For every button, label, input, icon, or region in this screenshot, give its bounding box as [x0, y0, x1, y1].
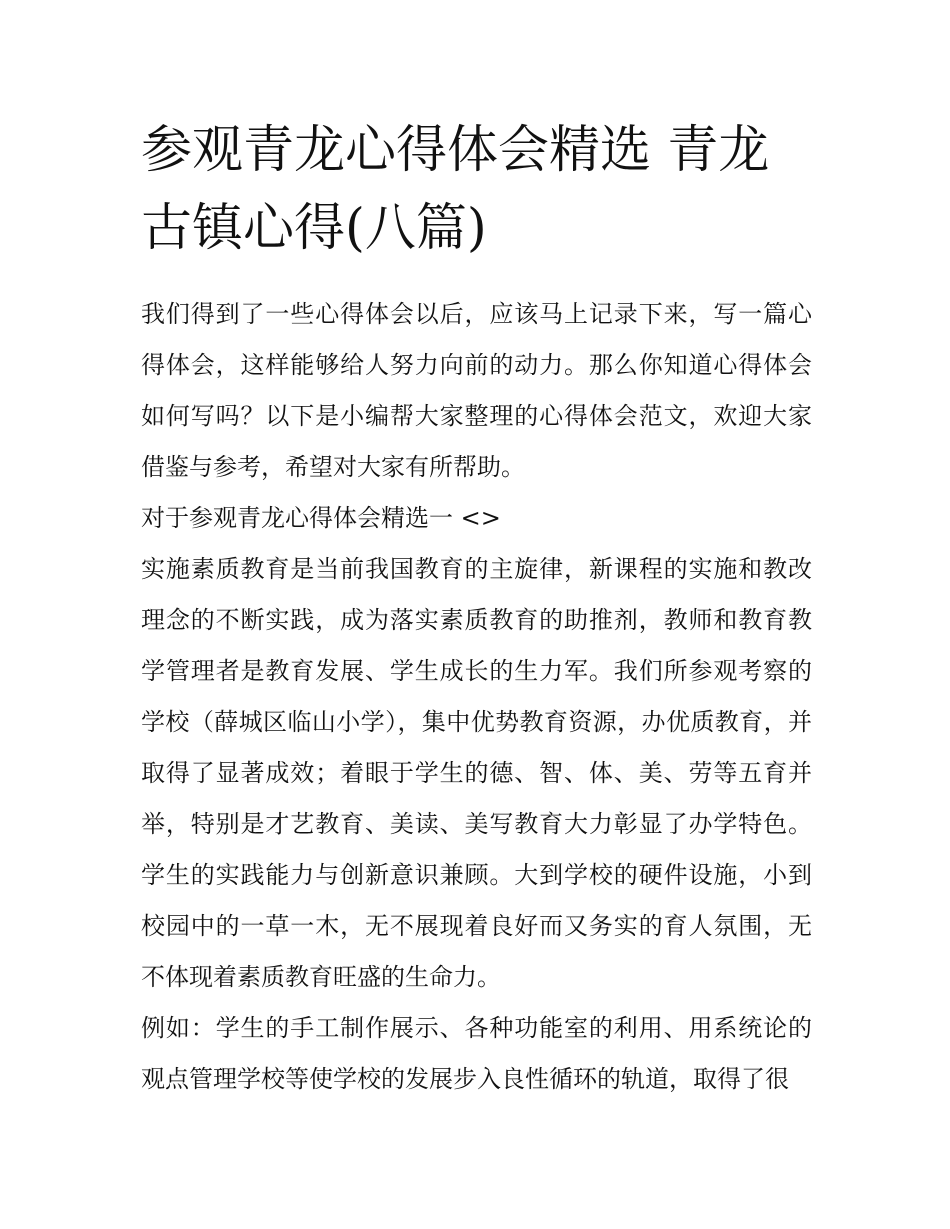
section-heading: 对于参观青龙心得体会精选一 <>	[141, 504, 501, 532]
document-title: 参观青龙心得体会精选 青龙古镇心得(八篇)	[141, 121, 770, 258]
body-paragraph: 例如：学生的手工制作展示、各种功能室的利用、用系统论的观点管理学校等使学校的发展步入良性循环的轨道，取得了很	[141, 1014, 812, 1093]
intro-paragraph: 我们得到了一些心得体会以后，应该马上记录下来，写一篇心得体会，这样能够给人努力向前的动力。那么你知道心得体会如何写吗？以下是小编帮大家整理的心得体会范文，欢迎大家借鉴与参考，希望对大家有所帮助。	[141, 300, 812, 481]
document-body	[141, 289, 812, 1105]
body-paragraph: 实施素质教育是当前我国教育的主旋律，新课程的实施和教改理念的不断实践，成为落实素质教育的助推剂，教师和教育教学管理者是教育发展、学生成长的生力军。我们所参观考察的学校（薛城区临山小学），集中优势教育资源，办优质教育，并取得了显著成效；着眼于学生的德、智、体、美、劳等五育并举，特别是才艺教育、美读、美写教育大力彰显了办学特色。学生的实践能力与创新意识兼顾。大到学校的硬件设施，小到校园中的一草一木，无不展现着良好而又务实的育人氛围，无不体现着素质教育旺盛的生命力。	[141, 555, 812, 991]
